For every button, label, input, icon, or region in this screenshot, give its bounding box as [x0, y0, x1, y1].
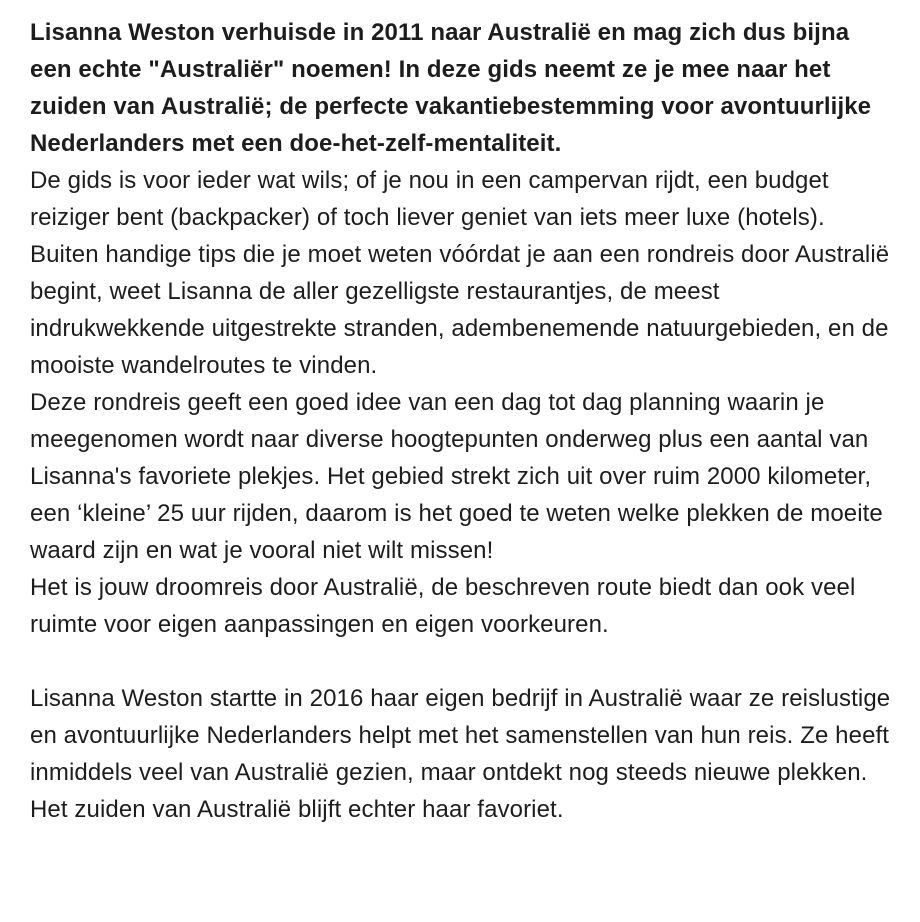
intro-paragraph: Lisanna Weston verhuisde in 2011 naar Australië en mag zich dus bijna een echte "Australiër" noemen! In deze gids neemt ze je mee naar het zuiden van Australië; de perfecte vakantiebestemming voor avontuurlijke Nederlanders met een doe-het-zelf-mentaliteit. — [30, 19, 872, 157]
body-paragraph-itinerary: Deze rondreis geeft een goed idee van een dag tot dag planning waarin je meegenomen wordt naar diverse hoogtepunten onderweg plus een aantal van Lisanna's favoriete plekjes. Het gebied strekt zich uit over ruim 2000 kilometer, een ‘kleine’ 25 uur rijden, daarom is het goed te weten welke plekken de moeite waard zijn en wat je vooral niet wilt missen! — [30, 389, 883, 564]
body-paragraph-guide-overview: De gids is voor ieder wat wils; of je nou in een campervan rijdt, een budget reiziger bent (backpacker) of toch liever geniet van iets meer luxe (hotels). Buiten handige tips die je moet weten vóórdat je aan een rondreis door Australië begint, weet Lisanna de aller gezelligste restaurantjes, de meest indrukwekkende uitgestrekte stranden, adembenemende natuurgebieden, en de mooiste wandelroutes te vinden. — [30, 167, 890, 379]
author-bio-paragraph: Lisanna Weston startte in 2016 haar eigen bedrijf in Australië waar ze reislustige en avontuurlijke Nederlanders helpt met het samenstellen van hun reis. Ze heeft inmiddels veel van Australië gezien, maar ontdekt nog steeds nieuwe plekken. Het zuiden van Australië blijft echter haar favoriet. — [30, 685, 891, 823]
body-paragraph-dreamtrip: Het is jouw droomreis door Australië, de beschreven route biedt dan ook veel ruimte voor eigen aanpassingen en eigen voorkeuren. — [30, 574, 856, 638]
